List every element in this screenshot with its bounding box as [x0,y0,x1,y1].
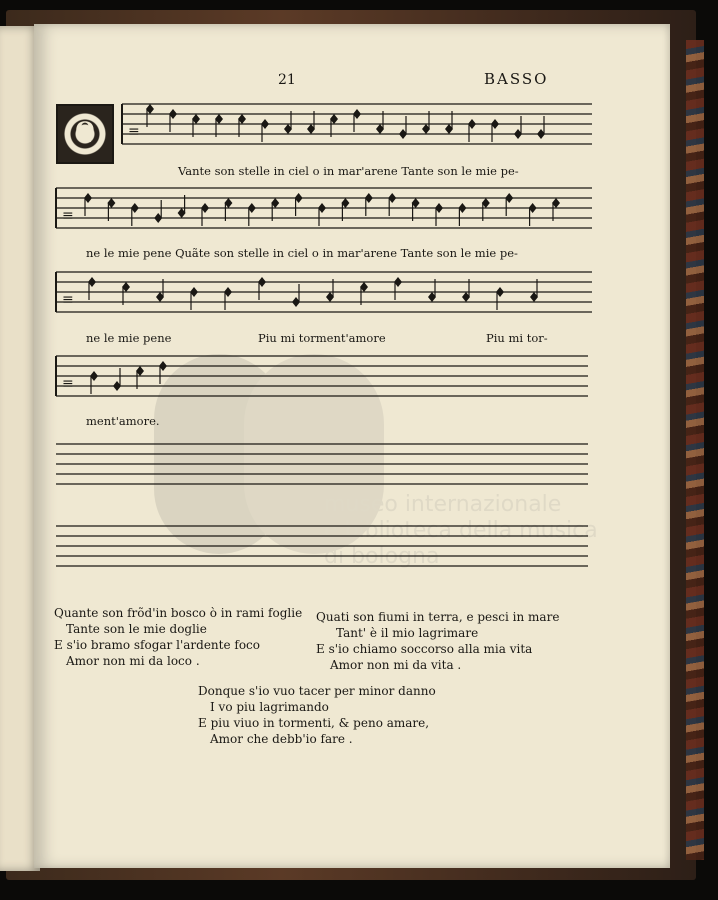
watermark-text-3: di bologna [324,544,440,569]
verse-3-line-1: Donque s'io vuo tacer per minor danno [198,684,436,698]
verse-1-line-1: Quante son frõd'in bosco ò in rami foglie [54,606,303,620]
verse-3-line-4: Amor che debb'io fare . [210,732,353,746]
lyric-line-4: Piu mi torment'amore [258,331,386,345]
clef-icon: ≡ [62,208,74,224]
watermark-text-1: museo internazionale [324,492,562,517]
clef-icon: ≡ [62,376,74,392]
lyric-line-2: ne le mie pene Quãte son stelle in ciel o in mar'arene Tante son le mie pe- [86,246,518,260]
watermark-text-2: e biblioteca della musica [324,518,598,543]
voice-part-title: BASSO [484,70,549,88]
clef-icon: ≡ [128,124,140,140]
verse-2-line-4: Amor non mi da vita . [330,658,462,672]
verse-1-line-4: Amor non mi da loco . [66,654,200,668]
verse-3-line-2: I vo piu lagrimando [210,700,329,714]
lyric-line-3: ne le mie pene [86,331,172,345]
lyric-line-1: Vante son stelle in ciel o in mar'arene Tante son le mie pe- [178,164,519,178]
initial-letter: Q [75,118,95,144]
verse-2-line-1: Quati son fiumi in terra, e pesci in mare [316,610,560,624]
verse-2-line-2: Tant' è il mio lagrimare [336,626,479,640]
lyric-line-6: ment'amore. [86,414,160,428]
verse-2-line-3: E s'io chiamo soccorso alla mia vita [316,642,533,656]
verse-1-line-3: E s'io bramo sfogar l'ardente foco [54,638,260,652]
clef-icon: ≡ [62,292,74,308]
verse-3-line-3: E piu viuo in tormenti, & peno amare, [198,716,430,730]
verse-1-line-2: Tante son le mie doglie [66,622,207,636]
lyric-line-5: Piu mi tor- [486,331,548,345]
page-number: 21 [278,72,296,88]
